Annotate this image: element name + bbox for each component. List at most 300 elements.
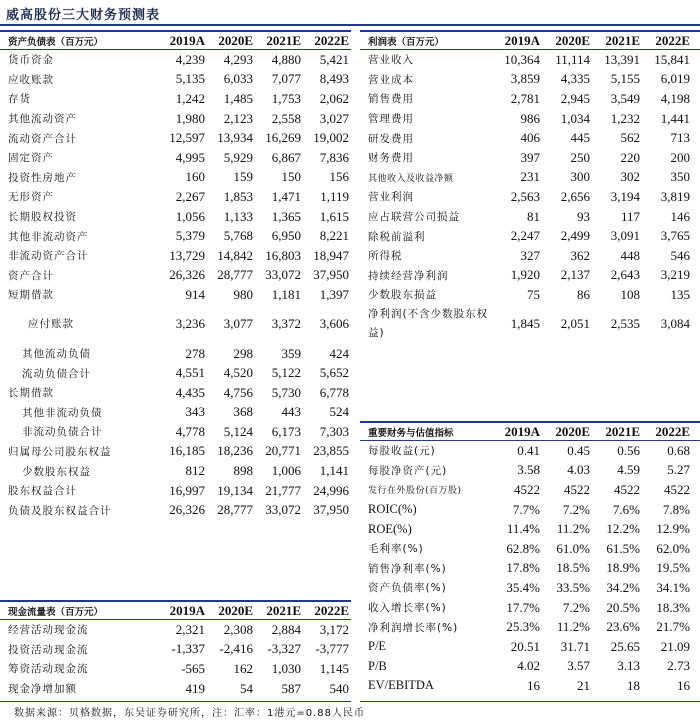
- table-row: [0, 70, 351, 90]
- row-label: 营业收入: [368, 54, 414, 67]
- table-row: [0, 148, 351, 168]
- value-cell: -3,777: [315, 641, 349, 657]
- year-header: 2020E: [555, 423, 590, 439]
- value-cell: 3,606: [319, 316, 349, 332]
- value-cell: 5,135: [175, 71, 205, 87]
- value-cell: 914: [185, 286, 205, 302]
- row-label: 非流动负债合计: [22, 426, 103, 439]
- value-cell: 2,137: [560, 267, 590, 283]
- value-cell: 3.57: [567, 658, 590, 674]
- row-label: 筹资活动现金流: [8, 663, 89, 676]
- value-cell: 0.68: [667, 442, 690, 458]
- value-cell: 3.13: [617, 658, 640, 674]
- year-header: 2019A: [169, 602, 205, 618]
- value-cell: 35.4%: [506, 579, 540, 595]
- value-cell: 11.2%: [556, 619, 590, 635]
- table-row: [0, 168, 351, 188]
- table-row: [0, 461, 351, 481]
- value-cell: 4,293: [223, 51, 253, 67]
- value-cell: 4,335: [560, 71, 590, 87]
- value-cell: 1,753: [271, 90, 301, 106]
- table-row: [0, 344, 351, 364]
- value-cell: 980: [233, 286, 253, 302]
- value-cell: 18: [627, 677, 640, 693]
- value-cell: 54: [240, 680, 253, 696]
- value-cell: 34.1%: [656, 579, 690, 595]
- value-cell: 25.3%: [506, 619, 540, 635]
- balance-sheet-title: 资产负债表（百万元）: [8, 36, 104, 48]
- value-cell: 4,880: [271, 51, 301, 67]
- value-cell: 13,729: [169, 247, 205, 263]
- value-cell: 3,172: [319, 621, 349, 637]
- year-header: 2022E: [655, 32, 690, 48]
- value-cell: 4,435: [175, 384, 205, 400]
- row-label: 股东权益合计: [8, 485, 77, 498]
- value-cell: 20,771: [265, 443, 301, 459]
- value-cell: 6,173: [271, 423, 301, 439]
- table-row: [360, 226, 700, 246]
- value-cell: 17.8%: [506, 560, 540, 576]
- table-row: [0, 679, 351, 699]
- value-cell: 343: [185, 404, 205, 420]
- value-cell: 1,441: [660, 110, 690, 126]
- table-row: [0, 363, 351, 383]
- value-cell: 250: [570, 149, 590, 165]
- table-row: [0, 305, 351, 344]
- value-cell: 25.65: [610, 638, 640, 654]
- value-cell: 540: [329, 680, 349, 696]
- value-cell: 7.7%: [512, 501, 540, 517]
- table-row: [0, 659, 351, 679]
- row-label: 其他流动资产: [8, 113, 77, 126]
- value-cell: 33,072: [265, 267, 301, 283]
- table-row: [360, 637, 700, 657]
- year-header: 2019A: [504, 32, 540, 48]
- value-cell: 159: [233, 169, 253, 185]
- row-label: 销售净利率(%): [368, 562, 447, 575]
- value-cell: 93: [577, 208, 590, 224]
- value-cell: 160: [185, 169, 205, 185]
- value-cell: 2,643: [610, 267, 640, 283]
- row-label: 无形资产: [8, 191, 54, 204]
- value-cell: 2,051: [560, 316, 590, 332]
- value-cell: 546: [670, 247, 690, 263]
- value-cell: 20.51: [510, 638, 540, 654]
- key-ratios-body: [360, 441, 700, 696]
- row-label: 其他收入及收益净额: [368, 173, 454, 184]
- bottom-rule-left: [0, 701, 351, 702]
- value-cell: 12.2%: [606, 521, 640, 537]
- value-cell: 16: [677, 677, 690, 693]
- value-cell: 108: [620, 286, 640, 302]
- cash-flow-table: [0, 600, 351, 698]
- value-cell: 28,777: [217, 267, 253, 283]
- value-cell: 17.7%: [506, 599, 540, 615]
- row-label: 除税前溢利: [368, 230, 426, 243]
- cash-flow-title: 现金流量表（百万元）: [8, 606, 104, 618]
- value-cell: 16,997: [169, 482, 205, 498]
- value-cell: 1,845: [510, 316, 540, 332]
- table-row: [360, 598, 700, 618]
- value-cell: 19,002: [313, 130, 349, 146]
- value-cell: 61.0%: [556, 540, 590, 556]
- row-label: 持续经营净利润: [368, 269, 449, 282]
- table-row: [360, 539, 700, 559]
- value-cell: 31.71: [560, 638, 590, 654]
- row-label: 资产负债率(%): [368, 582, 447, 595]
- key-ratios-title: 重要财务与估值指标: [368, 427, 454, 439]
- value-cell: 406: [520, 130, 540, 146]
- value-cell: 1,119: [320, 188, 349, 204]
- value-cell: 3,194: [610, 188, 640, 204]
- value-cell: 75: [527, 286, 540, 302]
- income-statement-title: 利润表（百万元）: [368, 36, 445, 48]
- value-cell: 327: [520, 247, 540, 263]
- value-cell: 2.73: [667, 658, 690, 674]
- value-cell: 1,145: [319, 660, 349, 676]
- value-cell: 18.3%: [656, 599, 690, 615]
- balance-sheet-table: [0, 30, 351, 520]
- table-row: [0, 640, 351, 660]
- value-cell: 2,535: [610, 316, 640, 332]
- value-cell: 1,030: [271, 660, 301, 676]
- table-row: [0, 109, 351, 129]
- value-cell: 5,652: [319, 365, 349, 381]
- value-cell: 18.9%: [606, 560, 640, 576]
- value-cell: 1,853: [223, 188, 253, 204]
- value-cell: 2,884: [271, 621, 301, 637]
- row-label: 净利润增长率(%): [368, 621, 459, 634]
- row-label: 每股净资产(元): [368, 464, 448, 477]
- value-cell: 2,945: [560, 90, 590, 106]
- row-label: 投资性房地产: [8, 171, 77, 184]
- table-row: [360, 578, 700, 598]
- value-cell: 2,247: [510, 228, 540, 244]
- value-cell: 419: [185, 680, 205, 696]
- year-header: 2020E: [218, 32, 253, 48]
- row-label: 短期借款: [8, 289, 54, 302]
- bottom-rule-right: [360, 701, 700, 702]
- row-label: 固定资产: [8, 152, 54, 165]
- row-label: 经营活动现金流: [8, 624, 89, 637]
- row-label: ROIC(%): [368, 502, 417, 517]
- value-cell: 3,549: [610, 90, 640, 106]
- value-cell: 7.6%: [612, 501, 640, 517]
- value-cell: 3,819: [660, 188, 690, 204]
- value-cell: 117: [620, 208, 640, 224]
- row-label: 应付账款: [28, 317, 74, 330]
- year-header: 2019A: [504, 423, 540, 439]
- value-cell: 5,929: [223, 149, 253, 165]
- value-cell: 28,777: [217, 502, 253, 518]
- table-row: [360, 519, 700, 539]
- table-row: [360, 461, 700, 481]
- value-cell: 3,027: [319, 110, 349, 126]
- value-cell: 424: [329, 345, 349, 361]
- value-cell: 4.02: [517, 658, 540, 674]
- value-cell: 0.56: [617, 442, 640, 458]
- row-label: EV/EBITDA: [368, 678, 434, 693]
- row-label: P/E: [368, 639, 387, 654]
- value-cell: 3,859: [510, 71, 540, 87]
- row-label: 货币资金: [8, 54, 54, 67]
- year-header: 2022E: [314, 32, 349, 48]
- year-header: 2020E: [218, 602, 253, 618]
- value-cell: 231: [520, 169, 540, 185]
- value-cell: 7,303: [319, 423, 349, 439]
- value-cell: 21.09: [660, 638, 690, 654]
- table-row: [360, 148, 700, 168]
- value-cell: 1,365: [271, 208, 301, 224]
- table-row: [360, 559, 700, 579]
- row-label: 长期股权投资: [8, 211, 77, 224]
- table-row: [360, 285, 700, 305]
- value-cell: 1,056: [175, 208, 205, 224]
- value-cell: 2,499: [560, 228, 590, 244]
- row-label: 其他非流动资产: [8, 230, 89, 243]
- table-row: [0, 620, 351, 640]
- table-row: [0, 442, 351, 462]
- value-cell: 4,239: [175, 51, 205, 67]
- row-label: 所得税: [368, 250, 403, 263]
- value-cell: 10,364: [504, 51, 540, 67]
- value-cell: 4,778: [175, 423, 205, 439]
- value-cell: 300: [570, 169, 590, 185]
- table-row: [0, 50, 351, 70]
- value-cell: 350: [670, 169, 690, 185]
- key-ratios-header: [360, 421, 700, 441]
- value-cell: 26,326: [169, 267, 205, 283]
- row-label: 收入增长率(%): [368, 602, 447, 615]
- value-cell: 7,077: [271, 71, 301, 87]
- table-row: [360, 128, 700, 148]
- year-header: 2020E: [555, 32, 590, 48]
- value-cell: 1,034: [560, 110, 590, 126]
- row-label: 管理费用: [368, 113, 414, 126]
- value-cell: 445: [570, 130, 590, 146]
- value-cell: 5,421: [319, 51, 349, 67]
- value-cell: 0.45: [567, 442, 590, 458]
- row-label: ROE(%): [368, 521, 412, 536]
- value-cell: 7.8%: [662, 501, 690, 517]
- year-header: 2022E: [314, 602, 349, 618]
- table-row: [360, 676, 700, 696]
- year-header: 2022E: [655, 423, 690, 439]
- table-row: [360, 617, 700, 637]
- table-row: [360, 657, 700, 677]
- value-cell: 986: [520, 110, 540, 126]
- income-statement-header: [360, 30, 700, 50]
- row-label: 营业利润: [368, 191, 414, 204]
- value-cell: 368: [233, 404, 253, 420]
- value-cell: 6,778: [319, 384, 349, 400]
- table-row: [0, 383, 351, 403]
- value-cell: 13,934: [217, 130, 253, 146]
- value-cell: 713: [670, 130, 690, 146]
- value-cell: 443: [281, 404, 301, 420]
- value-cell: 2,062: [319, 90, 349, 106]
- value-cell: 16: [527, 677, 540, 693]
- year-header: 2021E: [266, 32, 301, 48]
- value-cell: 6,867: [271, 149, 301, 165]
- value-cell: 16,803: [265, 247, 301, 263]
- value-cell: 302: [620, 169, 640, 185]
- value-cell: 18,947: [313, 247, 349, 263]
- value-cell: 33,072: [265, 502, 301, 518]
- value-cell: 298: [233, 345, 253, 361]
- value-cell: 5,155: [610, 71, 640, 87]
- row-label: 投资活动现金流: [8, 643, 89, 656]
- row-label: 毛利率(%): [368, 543, 424, 556]
- row-label: 非流动资产合计: [8, 250, 89, 263]
- value-cell: 24,996: [313, 482, 349, 498]
- table-row: [0, 285, 351, 305]
- value-cell: 4522: [564, 481, 590, 497]
- table-row: [0, 403, 351, 423]
- row-label: 少数股东损益: [368, 289, 437, 302]
- cash-flow-header: [0, 600, 351, 620]
- value-cell: 4.59: [617, 462, 640, 478]
- table-row: [0, 226, 351, 246]
- table-row: [360, 187, 700, 207]
- value-cell: 26,326: [169, 502, 205, 518]
- value-cell: 2,563: [510, 188, 540, 204]
- value-cell: -2,416: [219, 641, 253, 657]
- table-row: [0, 266, 351, 286]
- row-label: 研发费用: [368, 132, 414, 145]
- value-cell: 1,006: [271, 463, 301, 479]
- value-cell: 7.2%: [562, 599, 590, 615]
- value-cell: 220: [620, 149, 640, 165]
- value-cell: 359: [281, 345, 301, 361]
- value-cell: 21.7%: [656, 619, 690, 635]
- value-cell: 19,134: [217, 482, 253, 498]
- row-label: 销售费用: [368, 93, 414, 106]
- row-label: 其他流动负债: [22, 348, 91, 361]
- key-ratios-table: [360, 421, 700, 696]
- year-header: 2019A: [169, 32, 205, 48]
- value-cell: 4522: [614, 481, 640, 497]
- value-cell: 146: [670, 208, 690, 224]
- value-cell: 11,114: [555, 51, 590, 67]
- value-cell: 448: [620, 247, 640, 263]
- row-label: 长期借款: [8, 387, 54, 400]
- balance-sheet-header: [0, 30, 351, 50]
- table-row: [0, 128, 351, 148]
- value-cell: 5,768: [223, 228, 253, 244]
- year-header: 2021E: [605, 32, 640, 48]
- value-cell: 15,841: [654, 51, 690, 67]
- value-cell: 362: [570, 247, 590, 263]
- value-cell: 62.8%: [506, 540, 540, 556]
- value-cell: 2,656: [560, 188, 590, 204]
- table-row: [0, 89, 351, 109]
- value-cell: 8,493: [319, 71, 349, 87]
- table-row: [360, 109, 700, 129]
- value-cell: 4,551: [175, 365, 205, 381]
- row-label: 存货: [8, 93, 31, 106]
- table-row: [0, 481, 351, 501]
- value-cell: 3,077: [223, 316, 253, 332]
- value-cell: 1,920: [510, 267, 540, 283]
- value-cell: 4,198: [660, 90, 690, 106]
- table-row: [360, 168, 700, 188]
- value-cell: 397: [520, 149, 540, 165]
- row-label: 归属母公司股东权益: [8, 445, 112, 458]
- value-cell: 4,520: [223, 365, 253, 381]
- value-cell: 150: [281, 169, 301, 185]
- table-row: [360, 266, 700, 286]
- value-cell: 278: [185, 345, 205, 361]
- value-cell: 5.27: [667, 462, 690, 478]
- table-row: [360, 50, 700, 70]
- value-cell: 1,141: [319, 463, 349, 479]
- value-cell: 81: [527, 208, 540, 224]
- table-row: [0, 500, 351, 520]
- table-row: [360, 441, 700, 461]
- value-cell: -3,327: [267, 641, 301, 657]
- value-cell: 1,615: [319, 208, 349, 224]
- row-label: 流动资产合计: [8, 132, 77, 145]
- value-cell: 3.58: [517, 462, 540, 478]
- row-label: 其他非流动负债: [22, 406, 103, 419]
- value-cell: 3,219: [660, 267, 690, 283]
- balance-sheet-body: [0, 50, 351, 520]
- row-label: 财务费用: [368, 152, 414, 165]
- value-cell: 2,781: [510, 90, 540, 106]
- value-cell: 4,995: [175, 149, 205, 165]
- table-row: [0, 187, 351, 207]
- value-cell: 562: [620, 130, 640, 146]
- value-cell: 4,756: [223, 384, 253, 400]
- row-label: 流动负债合计: [22, 367, 91, 380]
- value-cell: 898: [233, 463, 253, 479]
- row-label: 每股收益(元): [368, 445, 436, 458]
- table-row: [0, 422, 351, 442]
- row-label: 少数股东权益: [22, 465, 91, 478]
- row-label: 应收账款: [8, 73, 54, 86]
- value-cell: -1,337: [171, 641, 205, 657]
- value-cell: 1,485: [223, 90, 253, 106]
- value-cell: 156: [329, 169, 349, 185]
- row-label: 净利润(不含少数股东权益): [368, 308, 489, 340]
- cash-flow-body: [0, 620, 351, 698]
- value-cell: 16,185: [169, 443, 205, 459]
- value-cell: 11.2%: [556, 521, 590, 537]
- value-cell: 5,124: [223, 423, 253, 439]
- income-statement-body: [360, 50, 700, 344]
- table-row: [0, 246, 351, 266]
- value-cell: 14,842: [217, 247, 253, 263]
- value-cell: 5,122: [271, 365, 301, 381]
- value-cell: 34.2%: [606, 579, 640, 595]
- value-cell: 86: [577, 286, 590, 302]
- value-cell: 12.9%: [656, 521, 690, 537]
- value-cell: 1,181: [271, 286, 301, 302]
- page-title: 威高股份三大财务预测表: [6, 8, 161, 23]
- table-row: [360, 89, 700, 109]
- income-statement-table: [360, 30, 700, 344]
- value-cell: 12,597: [169, 130, 205, 146]
- value-cell: 1,397: [319, 286, 349, 302]
- value-cell: 33.5%: [556, 579, 590, 595]
- value-cell: 21,777: [265, 482, 301, 498]
- value-cell: 2,308: [223, 621, 253, 637]
- value-cell: 6,033: [223, 71, 253, 87]
- source-note: 数据来源：贝格数据，东吴证券研究所，注：汇率：1港元=0.88人民币: [14, 708, 366, 719]
- value-cell: 3,372: [271, 316, 301, 332]
- value-cell: 18.5%: [556, 560, 590, 576]
